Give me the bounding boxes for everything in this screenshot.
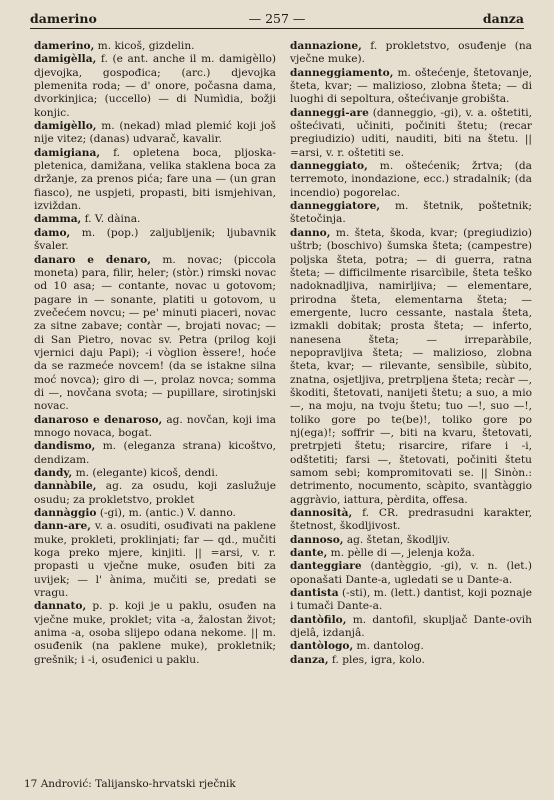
dictionary-entry	[290, 640, 532, 653]
dictionary-entry	[290, 40, 532, 67]
entry-definition: p. p. koji je u paklu, osuđen na vječne muke, proklet; vita -a, žalostan život; anima -a, osoba slijepo odana nekome. || m. osuđenik (na paklene muke), prokletnik; grešnik; i -i, osuđenici u paklu.	[34, 600, 276, 666]
entry-headword: dannato,	[34, 600, 87, 613]
entry-headword: damigiana,	[34, 146, 101, 159]
entry-definition: m. štetnik, poštetnik; štetočinja.	[290, 200, 532, 226]
dictionary-entry	[290, 67, 532, 107]
entry-definition: m. pèlle di —, jelenja koža.	[327, 547, 475, 560]
entry-headword: dannazione,	[290, 40, 362, 52]
entry-definition: m. (nekad) mlad plemić koji još nije vitez; (danas) udvarač, kavalir.	[34, 120, 276, 146]
entry-definition: m. (pop.) zaljubljenik; ljubavnik švaler.	[34, 226, 276, 253]
dictionary-entry	[34, 120, 276, 147]
entry-definition: ag. štetan, škodljiv.	[343, 533, 450, 546]
entry-headword: damerino,	[34, 40, 95, 52]
entry-headword: dantòfilo,	[290, 613, 347, 626]
dictionary-entry	[34, 520, 276, 600]
dictionary-entry	[290, 654, 532, 667]
entry-headword: dandy,	[34, 467, 73, 479]
right-column	[290, 40, 532, 667]
entry-headword: dannàbile,	[34, 480, 97, 493]
page-number: — 257 —	[248, 11, 306, 26]
entry-definition: (-gi), m. (antic.) V. danno.	[96, 507, 236, 520]
entry-headword: dandismo,	[34, 440, 96, 453]
entry-headword: dante,	[290, 547, 328, 560]
entry-headword: danaro e denaro,	[34, 253, 151, 266]
entry-definition: m. (elegante) kicoš, dendi.	[72, 467, 219, 479]
entry-definition: m. kicoš, gizdelin.	[94, 40, 195, 52]
entry-definition: f. V. dàina.	[81, 213, 141, 226]
entry-headword: danteggiare	[290, 560, 362, 573]
entry-definition: m. novac; (piccola moneta) para, filir, heler; (stòr.) rimski novac od 10 asa; — contante, novac u gotovom; pagare in — sonante, platiti u gotovom, u zvečećem novcu; — pe' minuti piaceri, novac za sitne zabave; contàr —, brojati novac; — di San Pietro, novac sv. Petra (prilog koji vjernici daju Papi); -i vòglion èssere!, hoće da se razmeće novcem! (da se istakne silna moć novca); giro di —, prolaz novca; somma di —, novčana svota; — pupillare, sirotinjski novac.	[34, 253, 276, 413]
dictionary-entry	[290, 547, 532, 560]
dictionary-entry	[34, 414, 276, 441]
entry-definition: m. dantolog.	[353, 640, 424, 653]
dictionary-entry	[34, 440, 276, 467]
entry-definition: f. ples, igra, kolo.	[328, 653, 425, 666]
dictionary-entry	[290, 614, 532, 641]
entry-headword: danza,	[290, 653, 329, 666]
dictionary-entry	[34, 467, 276, 480]
entry-headword: damma,	[34, 213, 82, 226]
left-column	[34, 40, 276, 667]
footer-signature: 17 Andrović: Talijansko-hrvatski rječnik	[24, 778, 236, 790]
dictionary-entry	[34, 227, 276, 254]
entry-definition: f. (e ant. anche il m. damigèllo) djevojka, gospođica; (arc.) djevojka plemenita roda; — d' onore, počasna dama, dvorkinjica; (uccello) — di Numìdia, božji konjic.	[34, 53, 276, 119]
entry-headword: dannàggio	[34, 507, 97, 520]
dictionary-entry	[34, 507, 276, 520]
entry-definition: v. a. osuditi, osuđivati na paklene muke, prokleti, proklinjati; far — qd., mučiti koga preko mjere, kinjiti. || =arsi, v. r. propasti u vječne muke, osuđen biti za uvijek; — l' ànima, mučiti se, predati se vragu.	[34, 520, 276, 600]
dictionary-entry	[290, 160, 532, 200]
header-right-guideword: danza	[482, 11, 524, 26]
dictionary-entry	[290, 227, 532, 507]
dictionary-entry	[34, 600, 276, 667]
dictionary-entry	[290, 200, 532, 227]
entry-definition: m. (eleganza strana) kicoštvo, dendizam.	[34, 440, 276, 466]
dictionary-entry	[34, 147, 276, 214]
entry-definition: f. prokletstvo, osuđenje (na vječne muke).	[290, 40, 532, 66]
entry-definition: ag. novčan, koji ima mnogo novaca, bogat.	[34, 413, 276, 439]
entry-headword: danneggi-are	[290, 106, 369, 119]
running-header	[30, 10, 524, 29]
dictionary-entry	[290, 107, 532, 160]
entry-definition: f. opletena boca, pljoska-pletenica, damižana, velika staklena boca za držanje, za prenos pića; fare una — (un gran fiasco), ne uspjeti, propasti, biti ismjehivan, izviždan.	[34, 146, 276, 213]
entry-headword: danaroso e denaroso,	[34, 413, 163, 426]
dictionary-entry	[290, 507, 532, 534]
entry-headword: dannoso,	[290, 533, 344, 546]
entry-definition: (dantèggio, -gi), v. n. (let.) oponašati Dante-a, ugledati se u Dante-a.	[290, 560, 532, 586]
dictionary-entry	[34, 213, 276, 226]
entry-definition: m. šteta, škoda, kvar; (pregiudizio) uštrb; (boschivo) šumska šteta; (campestre) poljska šteta, potra; — di guerra, ratna šteta; — difficilmente risarcìbile, šteta teško nadoknadljiva, namirljiva; — elementare, prirodna šteta, elementarna šteta; — emergente, lucro cessante, nastala šteta, izmakli dobitak; prosta šteta; — inferto, nanesena šteta; — irreparàbile, nepopravljiva šteta; — malizioso, zlobna šteta, kvar; — rilevante, sensìbile, sùbito, znatna, osjetljiva, pretrpljena šteta; recàr —, škoditi, štetovati, nanijeti štetu; a suo, a mio —, na moju, na tvoju štetu; tuo —!, suo —!, toliko gore po te(be)!, toliko gore po nj(ega)!; soffrir —, biti na kvaru, štetovati, pretrpjeti štetu; risarcire, rifare i -i, odštetiti; farsi —, štetovati, počiniti štetu samom sebi; kompromitovati se. || Sinòn.: detrimento, nocumento, scàpito, svantàggio aggràvio, iattura, pèrdita, offesa.	[290, 226, 532, 506]
entry-definition: ag. za osudu, koji zaslužuje osudu; za prokletstvo, proklet	[34, 480, 276, 506]
entry-definition: m. oštećenje, štetovanje, šteta, kvar; — malizioso, zlobna šteta; — di luoghi di sepoltura, oštećivanje grobišta.	[290, 66, 532, 106]
entry-headword: dann-are,	[34, 520, 91, 533]
entry-headword: damo,	[34, 226, 71, 239]
header-left-guideword: damerino	[30, 11, 97, 26]
entry-definition: (danneggio, -gi), v. a. oštetiti, oštećivati, učiniti, počiniti štetu; (recar pregiudizio) uditi, nauditi, biti na štetu. || =arsi, v. r. oštetiti se.	[290, 106, 532, 159]
entry-headword: danneggiato,	[290, 160, 368, 173]
entry-definition: m. oštećenik; žrtva; (da terremoto, inondazione, ecc.) stradalnik; (da incendio) pogorelac.	[290, 160, 532, 199]
dictionary-entry	[290, 534, 532, 547]
dictionary-entry	[34, 480, 276, 507]
entry-definition: m. dantofil, skupljač Dante-ovih djelâ, izdanjâ.	[290, 613, 532, 640]
entry-headword: damigèllo,	[34, 120, 97, 133]
entry-headword: dantòlogo,	[290, 640, 354, 653]
dictionary-entry	[34, 53, 276, 120]
entry-headword: dantista	[290, 587, 339, 600]
entry-headword: danno,	[290, 226, 331, 239]
dictionary-entry	[290, 560, 532, 587]
entry-headword: danneggiamento,	[290, 66, 394, 79]
dictionary-entry	[34, 40, 276, 53]
entry-headword: damigèlla,	[34, 53, 97, 66]
entry-headword: dannosità,	[290, 507, 353, 520]
entry-definition: f. CR. predrasudni karakter, štetnost, škodljivost.	[290, 507, 532, 533]
dictionary-entry	[34, 254, 276, 414]
entry-headword: danneggiatore,	[290, 200, 381, 213]
dictionary-entry	[290, 587, 532, 614]
entry-definition: (-sti), m. (lett.) dantist, koji poznaje i tumači Dante-a.	[290, 587, 532, 613]
